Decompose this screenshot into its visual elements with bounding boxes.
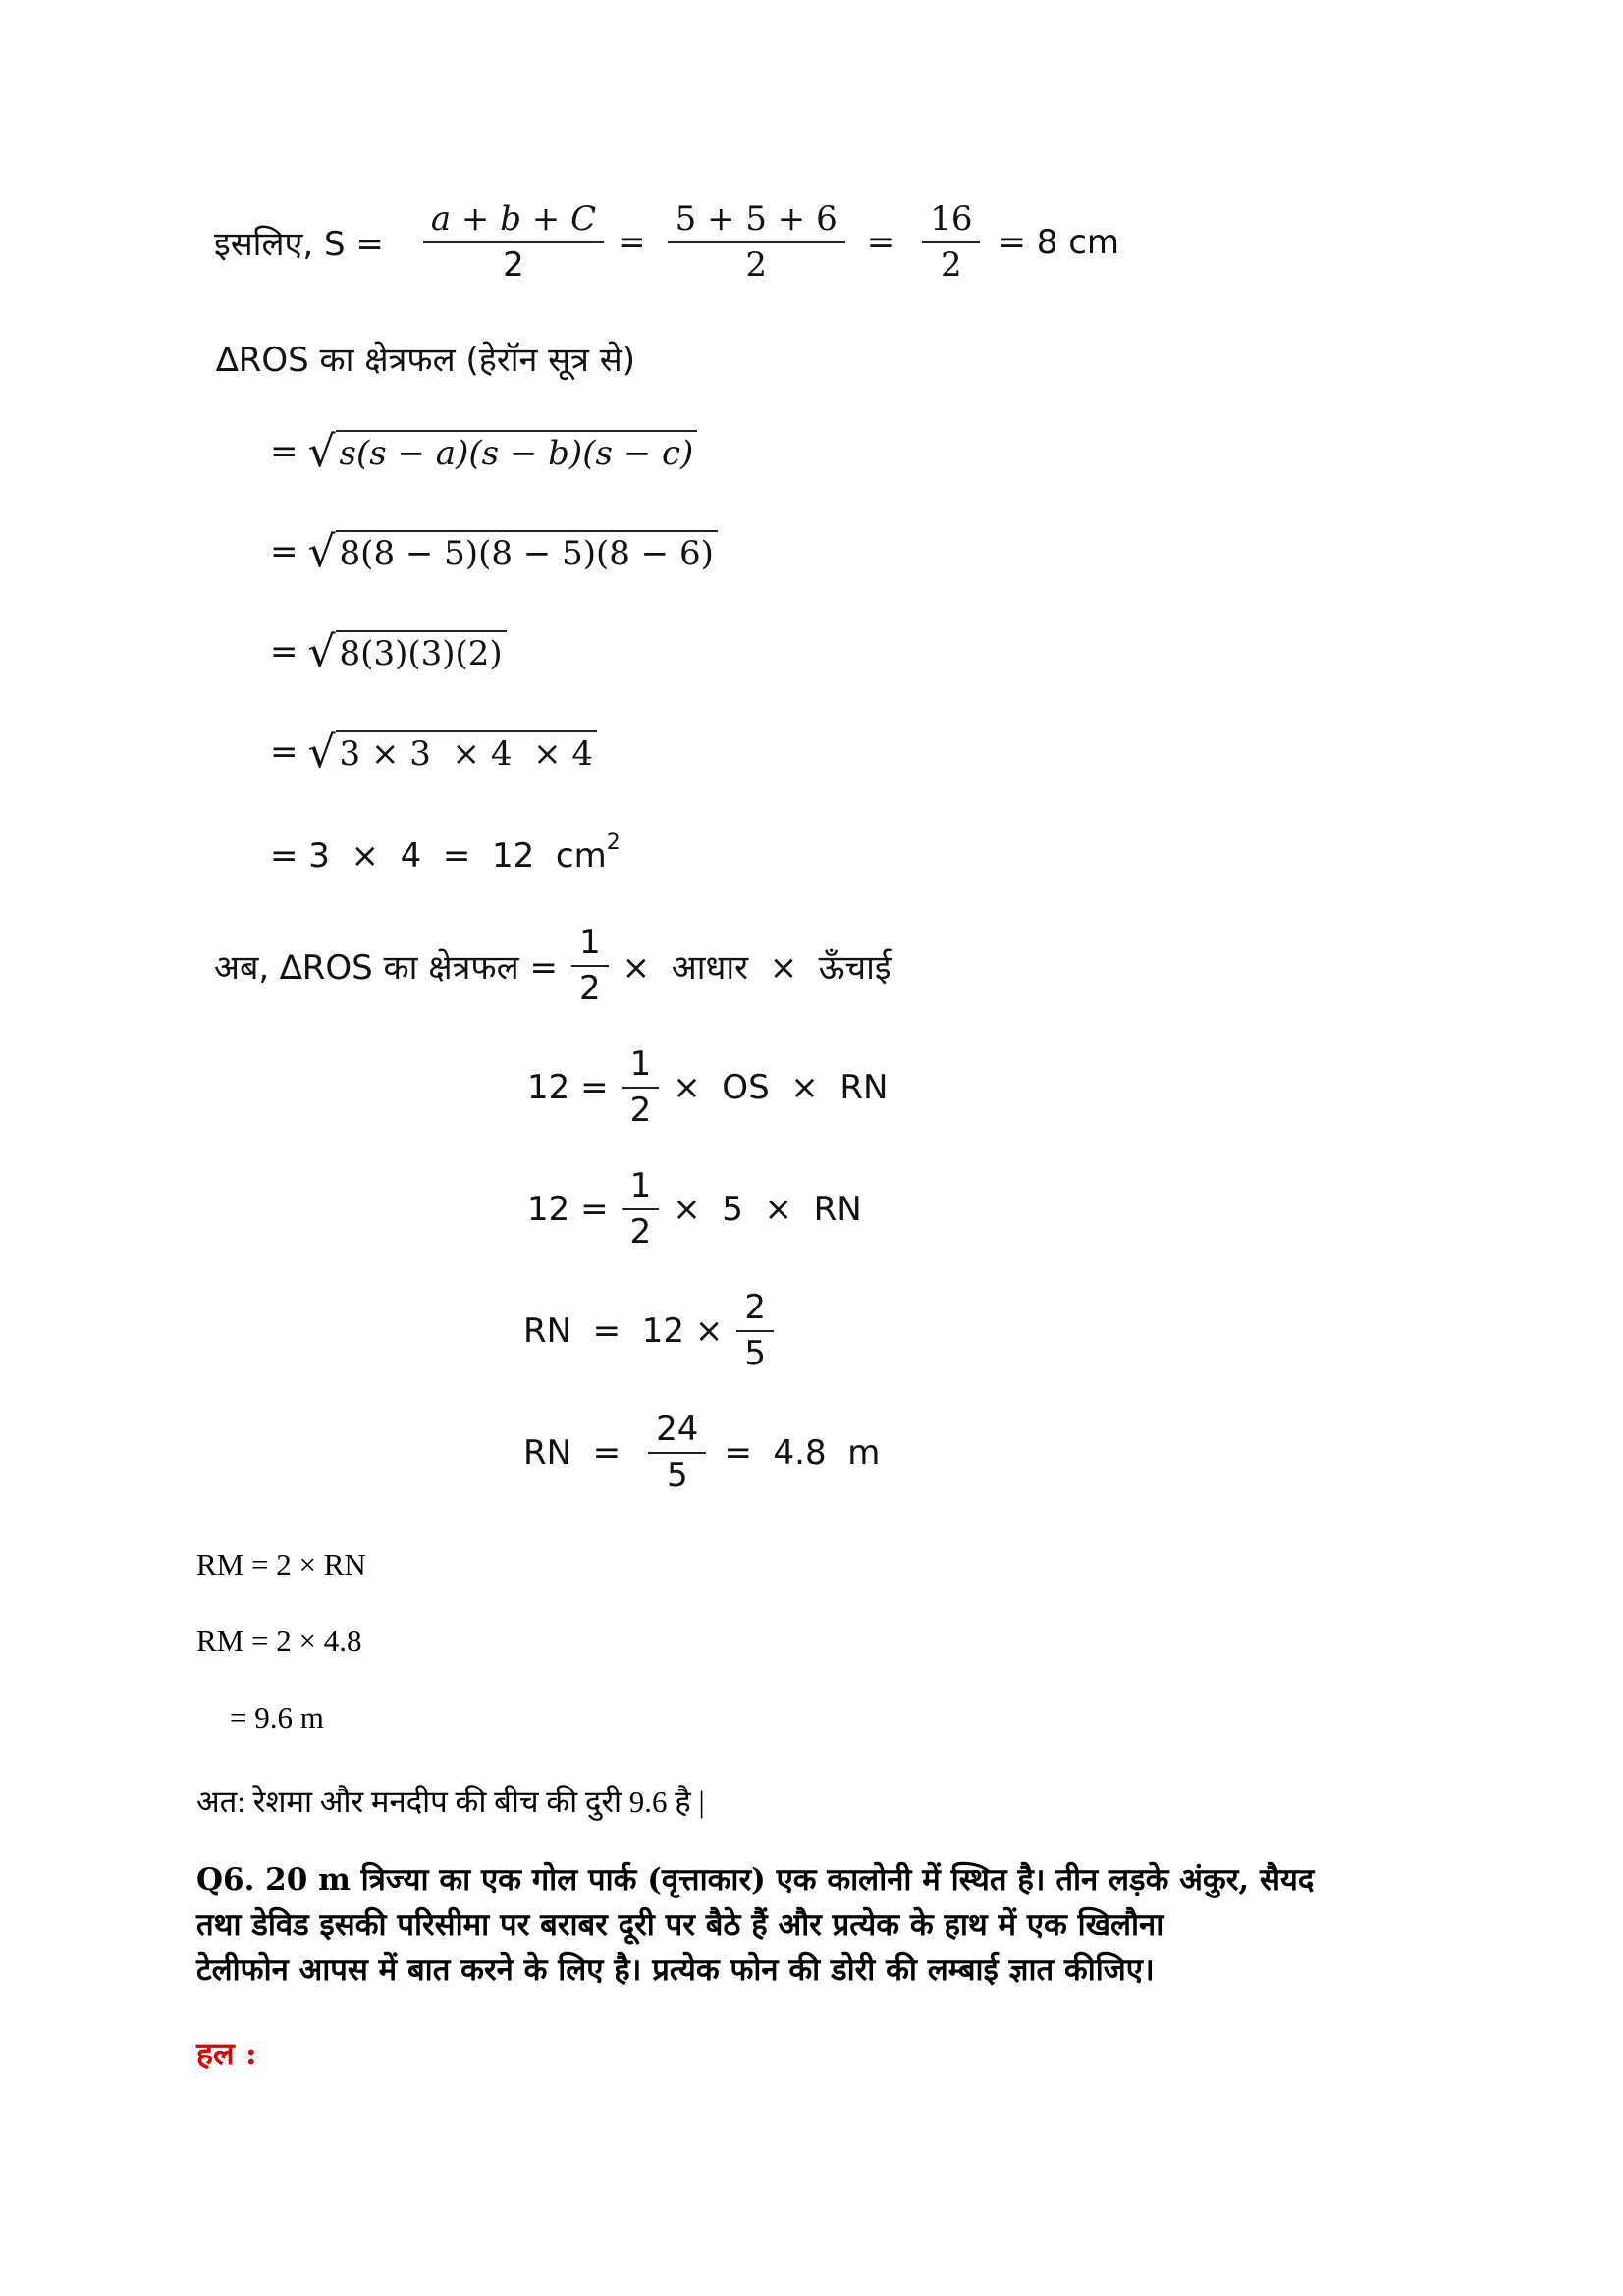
semi-perimeter-line <box>214 201 1119 285</box>
equation-rn-result: RN = $\frac{24}{5}$ = 4.8 m <box>523 1410 881 1496</box>
sqrt-expression: √ 3 × 3 × 4 × 4 <box>308 730 598 774</box>
fraction-24-5: $\frac{24}{5}$ <box>648 1412 706 1495</box>
heron-step-1: = √ s(s − a)(s − b)(s − c) <box>270 430 697 474</box>
fraction-556: $\frac{5 + 5 + 6}{2}$ <box>668 201 845 285</box>
sqrt-expression: √ 8(3)(3)(2) <box>308 630 507 674</box>
semi-perimeter-result: = 8 cm <box>998 223 1120 263</box>
rm-line-3: = 9.6 m <box>230 1700 324 1735</box>
heron-step-2: = √ 8(8 − 5)(8 − 5)(8 − 6) <box>270 530 718 574</box>
heron-title: ∆ROS का क्षेत्रफल (हेरॉन सूत्र से) <box>216 341 635 380</box>
sqrt-icon: √ <box>307 526 336 577</box>
fraction-half: $\frac{1}{2}$ <box>571 925 609 1008</box>
conclusion-text: अत: रेशमा और मनदीप की बीच की दुरी 9.6 है | <box>196 1785 705 1819</box>
question-line-3: टेलीफोन आपस में बात करने के लिए है। प्रत्येक फोन की डोरी की लम्बाई ज्ञात कीजिए। <box>196 1952 1155 1988</box>
rm-line-2: RM = 2 × 4.8 <box>196 1624 362 1658</box>
fraction-16-2: $\frac{16}{2}$ <box>922 201 980 285</box>
equation-5-rn: 12 = $\frac{1}{2}$ × 5 × RN <box>527 1166 862 1253</box>
area-formula: अब, ∆ROS का क्षेत्रफल = $\frac{1}{2}$ × आधार × ऊँचाई <box>214 923 892 1009</box>
solution-label: हल : <box>196 2035 257 2072</box>
question-line-2: तथा डेविड इसकी परिसीमा पर बराबर दूरी पर बैठे हैं और प्रत्येक के हाथ में एक खिलौना <box>196 1907 1164 1943</box>
semi-perimeter-lead: इसलिए, S = <box>214 225 384 265</box>
equals-sign: = <box>866 223 895 263</box>
heron-step-3: = √ 8(3)(3)(2) <box>270 630 507 674</box>
heron-step-4: = √ 3 × 3 × 4 × 4 <box>270 730 597 774</box>
equation-rn-value: RN = 12 × $\frac{2}{5}$ <box>523 1290 787 1373</box>
rm-line-1: RM = 2 × RN <box>196 1547 366 1581</box>
sqrt-icon: √ <box>307 426 336 477</box>
equation-os-rn: 12 = $\frac{1}{2}$ × OS × RN <box>527 1044 889 1131</box>
area-result: = 3 × 4 = 12 cm 2 <box>270 829 621 876</box>
fraction-half: $\frac{1}{2}$ <box>622 1168 660 1252</box>
fraction-two-fifths: $\frac{2}{5}$ <box>736 1290 774 1373</box>
equals-sign: = <box>618 223 646 263</box>
fraction-abc: $\frac{a + b + C}{2}$ <box>423 201 604 285</box>
fraction-half: $\frac{1}{2}$ <box>622 1046 660 1130</box>
sqrt-expression: √ s(s − a)(s − b)(s − c) <box>308 430 698 474</box>
sqrt-icon: √ <box>307 726 336 777</box>
sqrt-expression: √ 8(8 − 5)(8 − 5)(8 − 6) <box>308 530 718 574</box>
question-block <box>196 1857 1473 1993</box>
sqrt-icon: √ <box>307 626 336 677</box>
question-line-1: Q6. 20 m त्रिज्या का एक गोल पार्क (वृत्ताकार) एक कालोनी में स्थित है। तीन लड़के अंकुर, सैयद <box>196 1862 1315 1897</box>
